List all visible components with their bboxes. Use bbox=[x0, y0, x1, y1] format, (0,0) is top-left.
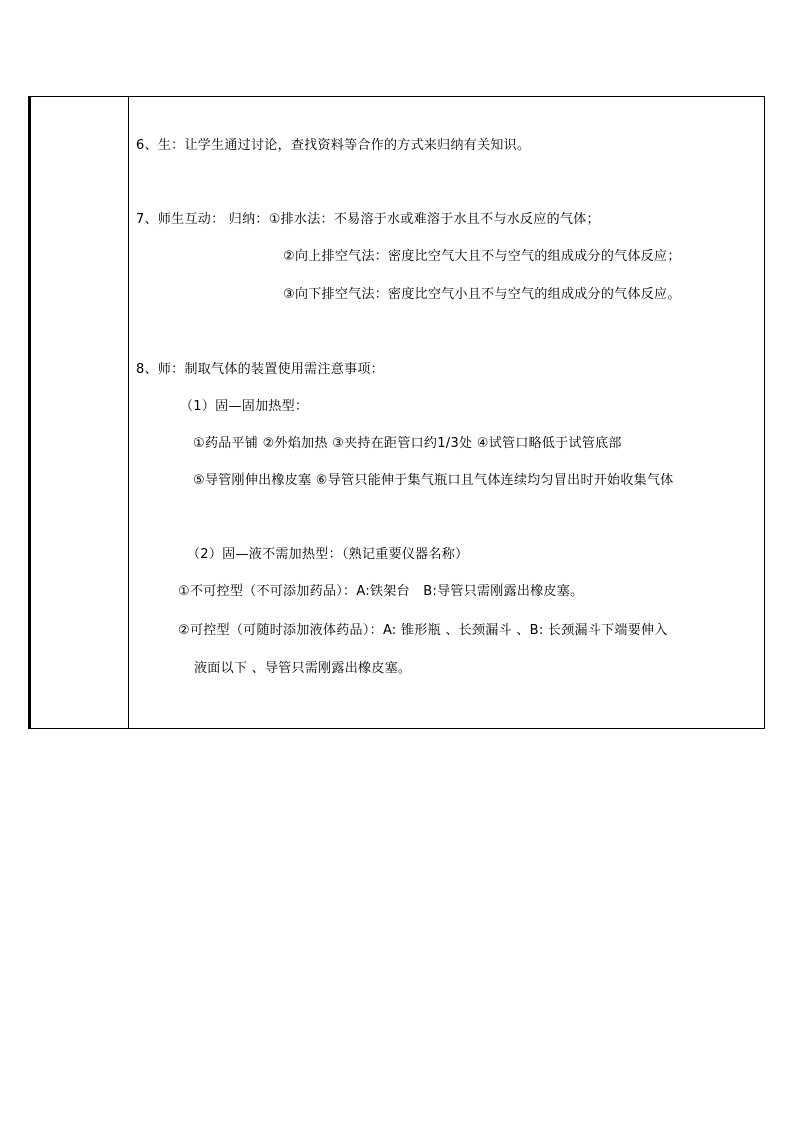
text-line-solid-solid-1: ①药品平铺 ②外焰加热 ③夹持在距管口约1/3处 ④试管口略低于试管底部 bbox=[193, 436, 622, 451]
text-line-solid-solid-2: ⑤导管刚伸出橡皮塞 ⑥导管只能伸于集气瓶口且气体连续均匀冒出时开始收集气体 bbox=[193, 473, 674, 488]
text-line-controlled: ②可控型（可随时添加液体药品）：A: 锥形瓶 、长颈漏斗 、B: 长颈漏斗下端要伸入 bbox=[178, 623, 668, 638]
text-line-7: 7、师生互动： 归纳：①排水法：不易溶于水或难溶于水且不与水反应的气体； bbox=[136, 212, 600, 227]
text-line-uncontrolled: ①不可控型（不可添加药品）：A:铁架台 B:导管只需刚露出橡皮塞。 bbox=[178, 584, 584, 599]
column-divider bbox=[128, 97, 129, 728]
subheading-solid-liquid: （2）固—液不需加热型：（熟记重要仪器名称） bbox=[187, 547, 469, 562]
text-line-7-upward: ②向上排空气法：密度比空气大且不与空气的组成成分的气体反应； bbox=[283, 249, 681, 264]
text-line-7-downward: ③向下排空气法：密度比空气小且不与空气的组成成分的气体反应。 bbox=[283, 287, 681, 302]
subheading-solid-solid: （1）固—固加热型： bbox=[180, 399, 309, 414]
text-line-controlled-cont: 液面以下 、导管只需刚露出橡皮塞。 bbox=[194, 661, 412, 676]
text-line-6: 6、生：让学生通过讨论，查找资料等合作的方式来归纳有关知识。 bbox=[136, 138, 531, 153]
text-line-8: 8、师：制取气体的装置使用需注意事项： bbox=[136, 362, 384, 377]
